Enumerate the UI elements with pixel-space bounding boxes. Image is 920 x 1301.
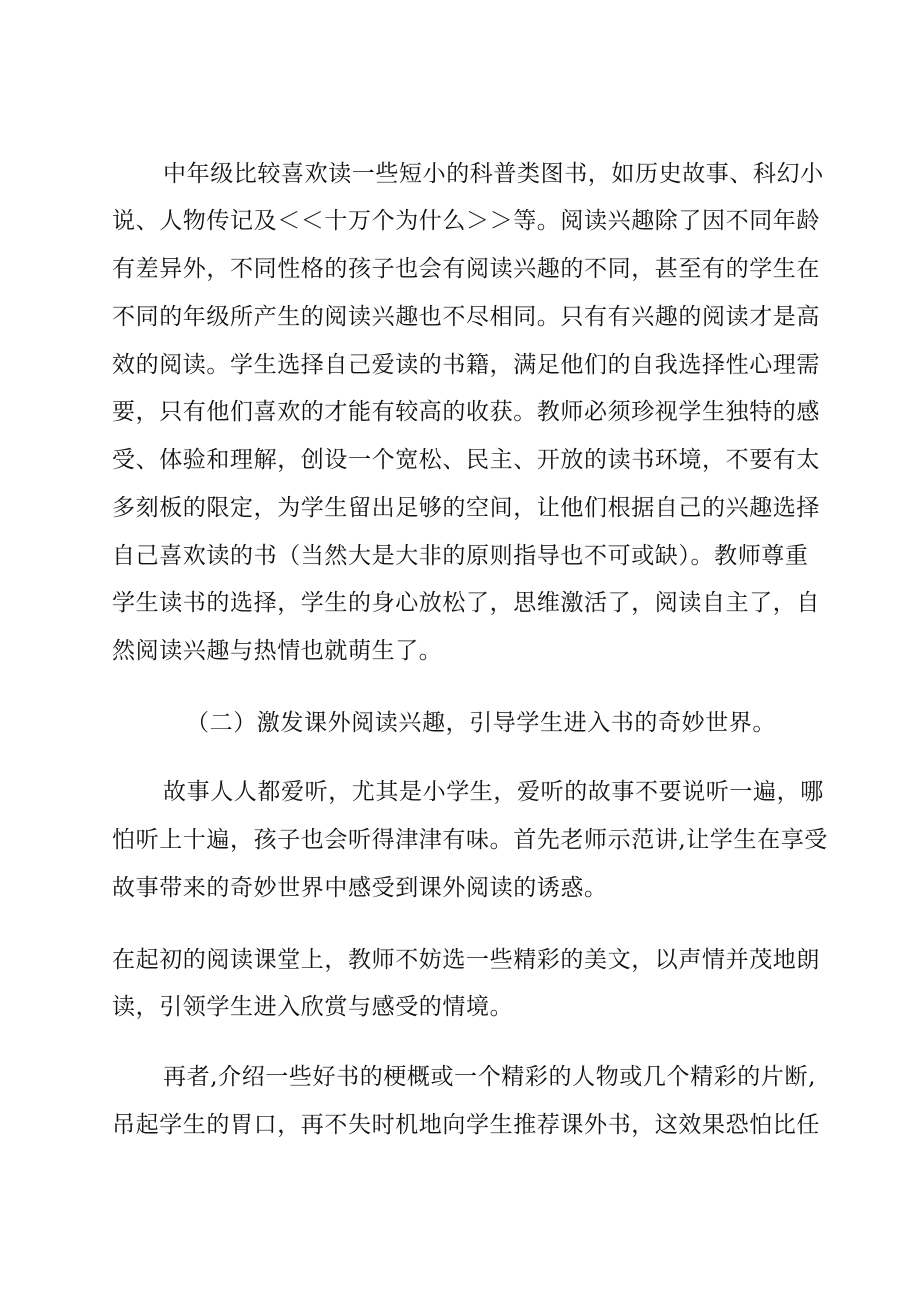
text-line: 故事带来的奇妙世界中感受到课外阅读的诱惑。	[112, 875, 608, 901]
text-line: 多刻板的限定，为学生留出足够的空间，让他们根据自己的兴趣选择	[112, 495, 820, 521]
text-line: 说、人物传记及＜＜十万个为什么＞＞等。阅读兴趣除了因不同年龄	[112, 208, 820, 234]
text-line: 怕听上十遍，孩子也会听得津津有味。首先老师示范讲,让学生在享受	[112, 827, 828, 853]
text-line: 吊起学生的胃口，再不失时机地向学生推荐课外书，这效果恐怕比任	[112, 1112, 820, 1138]
text-line: 在起初的阅读课堂上，教师不妨选一些精彩的美文，以声情并茂地朗	[112, 947, 820, 973]
text-line: 有差异外，不同性格的孩子也会有阅读兴趣的不同，甚至有的学生在	[112, 256, 820, 282]
text-line: 再者,介绍一些好书的梗概或一个精彩的人物或几个精彩的片断,	[163, 1064, 817, 1090]
text-line: 自己喜欢读的书（当然大是大非的原则指导也不可或缺）。教师尊重	[112, 543, 809, 569]
text-line: 故事人人都爱听，尤其是小学生，爱听的故事不要说听一遍，哪	[163, 779, 824, 805]
text-line: 不同的年级所产生的阅读兴趣也不尽相同。只有有兴趣的阅读才是高	[112, 304, 820, 330]
text-line: 然阅读兴趣与热情也就萌生了。	[112, 638, 443, 664]
text-line: 受、体验和理解，创设一个宽松、民主、开放的读书环境，不要有太	[112, 447, 820, 473]
text-line: 读，引领学生进入欣赏与感受的情境。	[112, 994, 514, 1020]
text-line: 学生读书的选择，学生的身心放松了，思维激活了，阅读自主了，自	[112, 590, 820, 616]
text-line: 要，只有他们喜欢的才能有较高的收获。教师必须珍视学生独特的感	[112, 399, 820, 425]
text-line: 效的阅读。学生选择自己爱读的书籍，满足他们的自我选择性心理需	[112, 352, 820, 378]
section-heading: （二）激发课外阅读兴趣，引导学生进入书的奇妙世界。	[186, 710, 776, 736]
text-line: 中年级比较喜欢读一些短小的科普类图书，如历史故事、科幻小	[163, 161, 824, 187]
